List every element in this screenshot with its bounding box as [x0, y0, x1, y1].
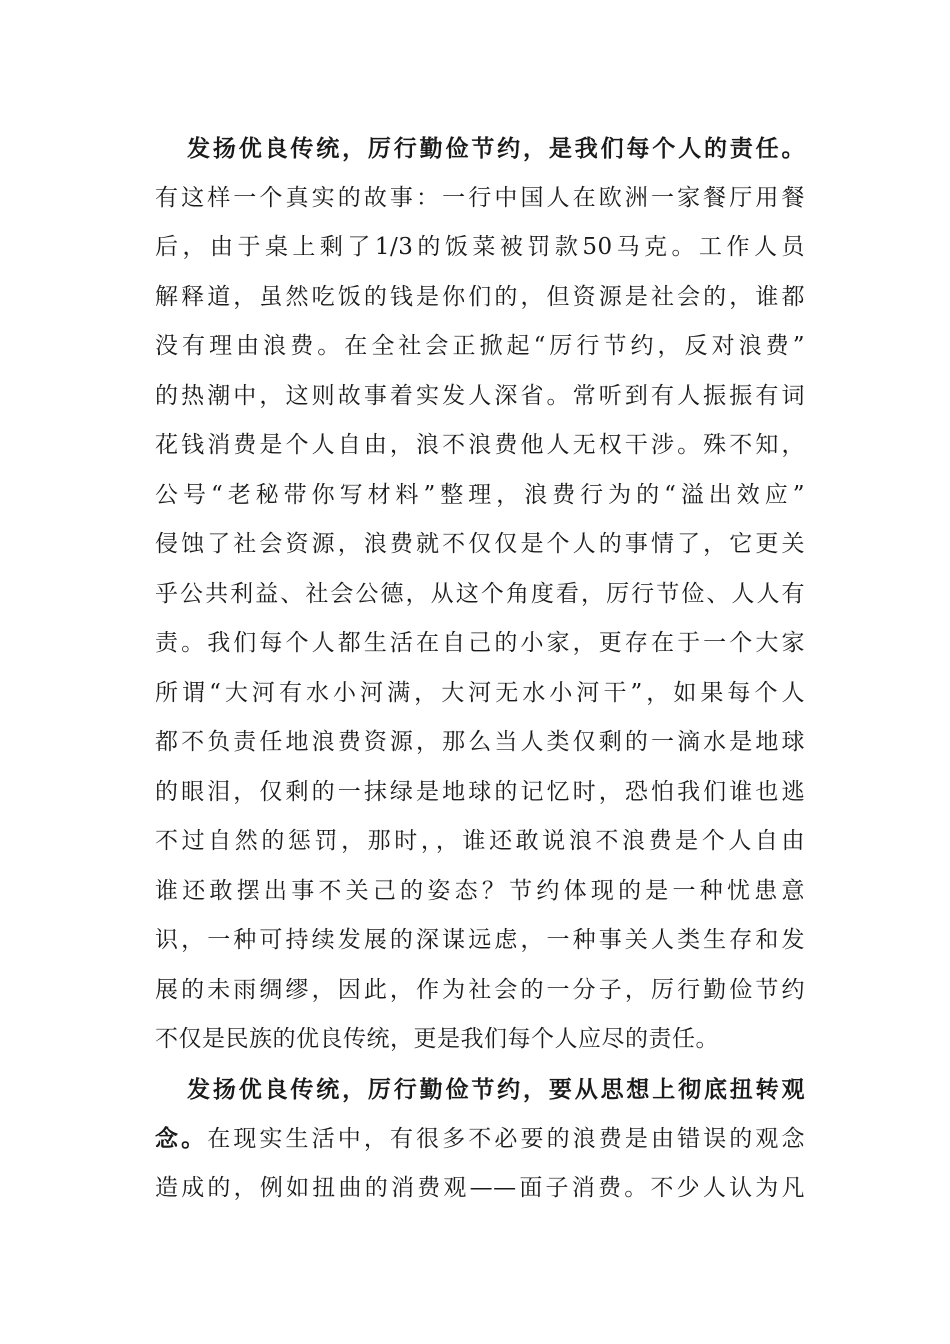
line-text: 展的未雨绸缪，因此，作为社会的一分子，厉行勤俭节约: [155, 976, 805, 1003]
line-text: 造成的，例如扭曲的消费观——面子消费。不少人认为凡: [155, 1174, 805, 1201]
paragraph-1-line-17: [155, 916, 805, 966]
paragraph-1-line-1: [155, 124, 805, 174]
line-text: 都不负责任地浪费资源，那么当人类仅剩的一滴水是地球: [155, 729, 805, 755]
line-text: 的热潮中，这则故事着实发人深省。常听到有人振振有词: [155, 382, 805, 409]
paragraph-2-line-3: [155, 1164, 805, 1214]
paragraph-1-heading: 发扬优良传统，厉行勤俭节约，是我们每个人的责任。: [187, 135, 805, 162]
line-text: 所谓“大河有水小河满，大河无水小河干”，如果每个人: [155, 679, 805, 706]
line-text: 不过自然的惩罚，那时，，谁还敢说浪不浪费是个人自由: [155, 828, 805, 854]
line-text: 有这样一个真实的故事：一行中国人在欧洲一家餐厅用餐: [155, 184, 805, 211]
paragraph-1-line-9: [155, 520, 805, 570]
paragraph-1-line-16: [155, 867, 805, 917]
line-text: 公号“老秘带你写材料”整理，浪费行为的“溢出效应”: [155, 481, 805, 508]
line-text: 在现实生活中，有很多不必要的浪费是由错误的观念: [207, 1126, 806, 1152]
paragraph-1-line-5: [155, 322, 805, 372]
paragraph-1-line-14: [155, 768, 805, 818]
line-text: 谁还敢摆出事不关己的姿态？节约体现的是一种忧患意: [155, 877, 805, 904]
line-text: 责。我们每个人都生活在自己的小家，更存在于一个大家: [155, 630, 805, 656]
paragraph-1-line-10: [155, 570, 805, 620]
paragraph-1-line-12: [155, 669, 805, 719]
line-text: 解释道，虽然吃饭的钱是你们的，但资源是社会的，谁都: [155, 283, 805, 310]
document-body: [155, 124, 805, 1213]
paragraph-2-heading: 发扬优良传统，厉行勤俭节约，要从思想上彻底扭转观: [187, 1075, 805, 1103]
paragraph-1-line-7: [155, 421, 805, 471]
paragraph-1-line-18: [155, 966, 805, 1016]
paragraph-1-line-19: [155, 1015, 805, 1065]
line-text: 乎公共利益、社会公德，从这个角度看，厉行节俭、人人有: [155, 580, 805, 607]
paragraph-2-line-2: [155, 1114, 805, 1164]
line-text: 没有理由浪费。在全社会正掀起“厉行节约，反对浪费”: [155, 333, 805, 359]
line-text: 后，由于桌上剩了1/3的饭菜被罚款50马克。工作人员: [155, 234, 805, 260]
paragraph-1-line-13: [155, 718, 805, 768]
paragraph-2-heading-end: 念。: [155, 1125, 208, 1152]
paragraph-1-line-4: [155, 273, 805, 323]
line-text: 识，一种可持续发展的深谋远虑，一种事关人类生存和发: [155, 927, 805, 953]
line-text: 的眼泪，仅剩的一抹绿是地球的记忆时，恐怕我们谁也逃: [155, 778, 805, 805]
paragraph-1-line-2: [155, 174, 805, 224]
paragraph-2-line-1: [155, 1065, 805, 1115]
paragraph-1-line-15: [155, 817, 805, 867]
line-text: 不仅是民族的优良传统，更是我们每个人应尽的责任。: [155, 1026, 719, 1052]
paragraph-1-line-3: [155, 223, 805, 273]
paragraph-1-line-8: [155, 471, 805, 521]
line-text: 花钱消费是个人自由，浪不浪费他人无权干涉。殊不知，: [155, 432, 805, 458]
paragraph-1-line-11: [155, 619, 805, 669]
paragraph-1-line-6: [155, 372, 805, 422]
line-text: 侵蚀了社会资源，浪费就不仅仅是个人的事情了，它更关: [155, 531, 805, 557]
